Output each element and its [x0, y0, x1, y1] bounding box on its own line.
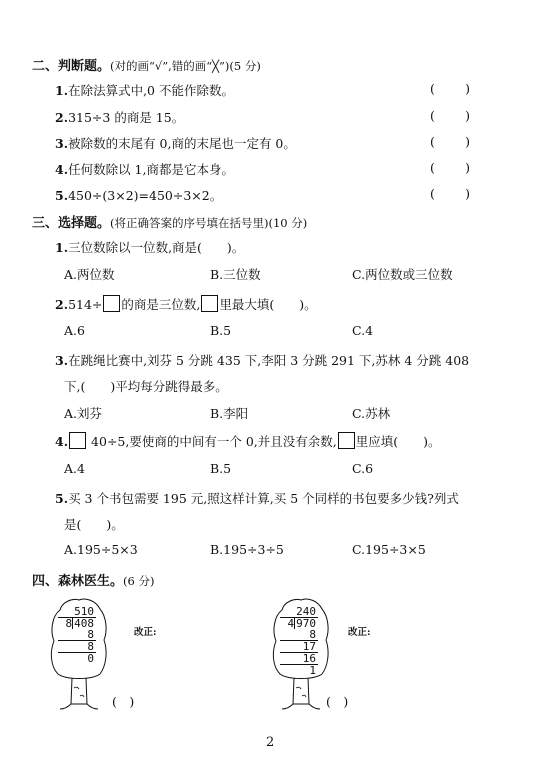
paren-right: ) — [465, 108, 470, 123]
calc-step: 8 — [58, 629, 96, 641]
blank-box[interactable] — [338, 432, 355, 449]
answer-paren-1[interactable] — [430, 81, 470, 96]
dividend: 970 — [296, 617, 316, 630]
item-text: 买 3 个书包需要 195 元,照这样计算,买 5 个同样的书包要多少钱?列式 — [68, 491, 459, 506]
section2-header — [32, 55, 261, 74]
item-number: 1. — [55, 83, 69, 98]
judge-item-2 — [55, 108, 184, 126]
answer-paren-tree-1[interactable]: ( ) — [112, 694, 135, 709]
paren-right: ) — [465, 186, 470, 201]
paren-left: ( — [430, 134, 435, 149]
section3-header — [32, 212, 307, 231]
item-text-post: 里最大填( )。 — [219, 297, 317, 312]
item-number: 1. — [55, 240, 69, 255]
item-text: 在跳绳比赛中,刘芬 5 分跳 435 下,李阳 3 分跳 291 下,苏林 4 分跳 408 — [68, 353, 470, 368]
choice-q2 — [55, 295, 317, 313]
q3-option-c[interactable]: C.苏林 — [352, 406, 391, 421]
choice-q4 — [55, 432, 441, 450]
paren-left: ( — [430, 160, 435, 175]
answer-paren-2[interactable] — [430, 108, 470, 123]
division-calc-1 — [58, 606, 96, 664]
item-text: 任何数除以 1,商都是它本身。 — [68, 162, 234, 177]
quotient: 240 — [280, 606, 318, 618]
item-text-post: 里应填( )。 — [355, 434, 441, 449]
item-text-pre: 40÷5,要使商的中间有一个 0,并且没有余数, — [91, 434, 337, 449]
section4-header — [32, 570, 154, 589]
section2-note: (对的画“√”,错的画“╳”)(5 分) — [110, 59, 261, 73]
item-text-mid: 的商是三位数, — [121, 297, 201, 312]
calc-step: 1 — [280, 664, 318, 676]
paren-right: ) — [465, 160, 470, 175]
choice-q5-line1 — [55, 489, 459, 507]
paren-right: ) — [465, 134, 470, 149]
q4-option-b[interactable]: B.5 — [210, 461, 232, 476]
dividend: 408 — [74, 617, 94, 630]
section3-title: 三、选择题。 — [32, 216, 111, 231]
item-number: 4. — [55, 162, 69, 177]
q1-option-c[interactable]: C.两位数或三位数 — [352, 267, 453, 282]
answer-paren-4[interactable] — [430, 160, 470, 175]
answer-paren-5[interactable] — [430, 186, 470, 201]
item-text: 在除法算式中,0 不能作除数。 — [68, 83, 234, 98]
divisor: 8 — [65, 617, 73, 630]
section2-title: 二、判断题。 — [32, 59, 111, 74]
judge-item-1 — [55, 81, 234, 99]
page-number: 2 — [266, 735, 275, 750]
item-text-pre: 514÷ — [68, 297, 103, 312]
choice-q3-line1 — [55, 351, 469, 369]
calc-step: 8 — [280, 629, 318, 641]
item-number: 3. — [55, 136, 69, 151]
choice-q5-line2: 是( )。 — [64, 517, 124, 532]
choice-q1 — [55, 238, 244, 256]
blank-box[interactable] — [103, 295, 120, 312]
divisor: 4 — [287, 617, 295, 630]
q5-option-b[interactable]: B.195÷3÷5 — [210, 542, 284, 557]
item-number: 2. — [55, 110, 69, 125]
calc-step: 8 — [87, 640, 94, 653]
answer-paren-3[interactable] — [430, 134, 470, 149]
q1-option-b[interactable]: B.三位数 — [210, 267, 261, 282]
calc-step: 17 — [302, 640, 316, 653]
q2-option-b[interactable]: B.5 — [210, 323, 232, 338]
section3-note: (将正确答案的序号填在括号里)(10 分) — [110, 216, 308, 230]
answer-paren-tree-2[interactable]: ( ) — [326, 694, 349, 709]
q5-option-a[interactable]: A.195÷5×3 — [64, 542, 138, 557]
judge-item-4 — [55, 160, 234, 178]
paren-left: ( — [430, 186, 435, 201]
item-number: 3. — [55, 353, 69, 368]
item-number: 4. — [55, 434, 69, 449]
item-number: 5. — [55, 491, 69, 506]
choice-q3-line2: 下,( )平均每分跳得最多。 — [64, 379, 228, 394]
q1-option-a[interactable]: A.两位数 — [64, 267, 115, 282]
section4-title: 四、森林医生。 — [32, 574, 124, 589]
item-number: 2. — [55, 297, 69, 312]
blank-box[interactable] — [69, 432, 86, 449]
q2-option-c[interactable]: C.4 — [352, 323, 374, 338]
blank-box[interactable] — [201, 295, 218, 312]
judge-item-3 — [55, 134, 296, 152]
paren-left: ( — [430, 81, 435, 96]
judge-item-5 — [55, 186, 222, 204]
calc-step: 0 — [58, 652, 96, 664]
calc-step: 16 — [280, 652, 318, 664]
item-text: 被除数的末尾有 0,商的末尾也一定有 0。 — [68, 136, 296, 151]
item-text: 315÷3 的商是 15。 — [68, 110, 185, 125]
correction-label-1: 改正: — [134, 627, 157, 638]
paren-right: ) — [465, 81, 470, 96]
section4-note: (6 分) — [123, 574, 155, 588]
correction-label-2: 改正: — [348, 627, 371, 638]
q3-option-b[interactable]: B.李阳 — [210, 406, 249, 421]
q3-option-a[interactable]: A.刘芬 — [64, 406, 103, 421]
q4-option-c[interactable]: C.6 — [352, 461, 374, 476]
q2-option-a[interactable]: A.6 — [64, 323, 85, 338]
q4-option-a[interactable]: A.4 — [64, 461, 85, 476]
quotient: 510 — [58, 606, 96, 618]
q5-option-c[interactable]: C.195÷3×5 — [352, 542, 426, 557]
division-calc-2 — [280, 606, 318, 676]
item-number: 5. — [55, 188, 69, 203]
item-text: 450÷(3×2)=450÷3×2。 — [68, 188, 223, 203]
paren-left: ( — [430, 108, 435, 123]
item-text: 三位数除以一位数,商是( )。 — [68, 240, 245, 255]
